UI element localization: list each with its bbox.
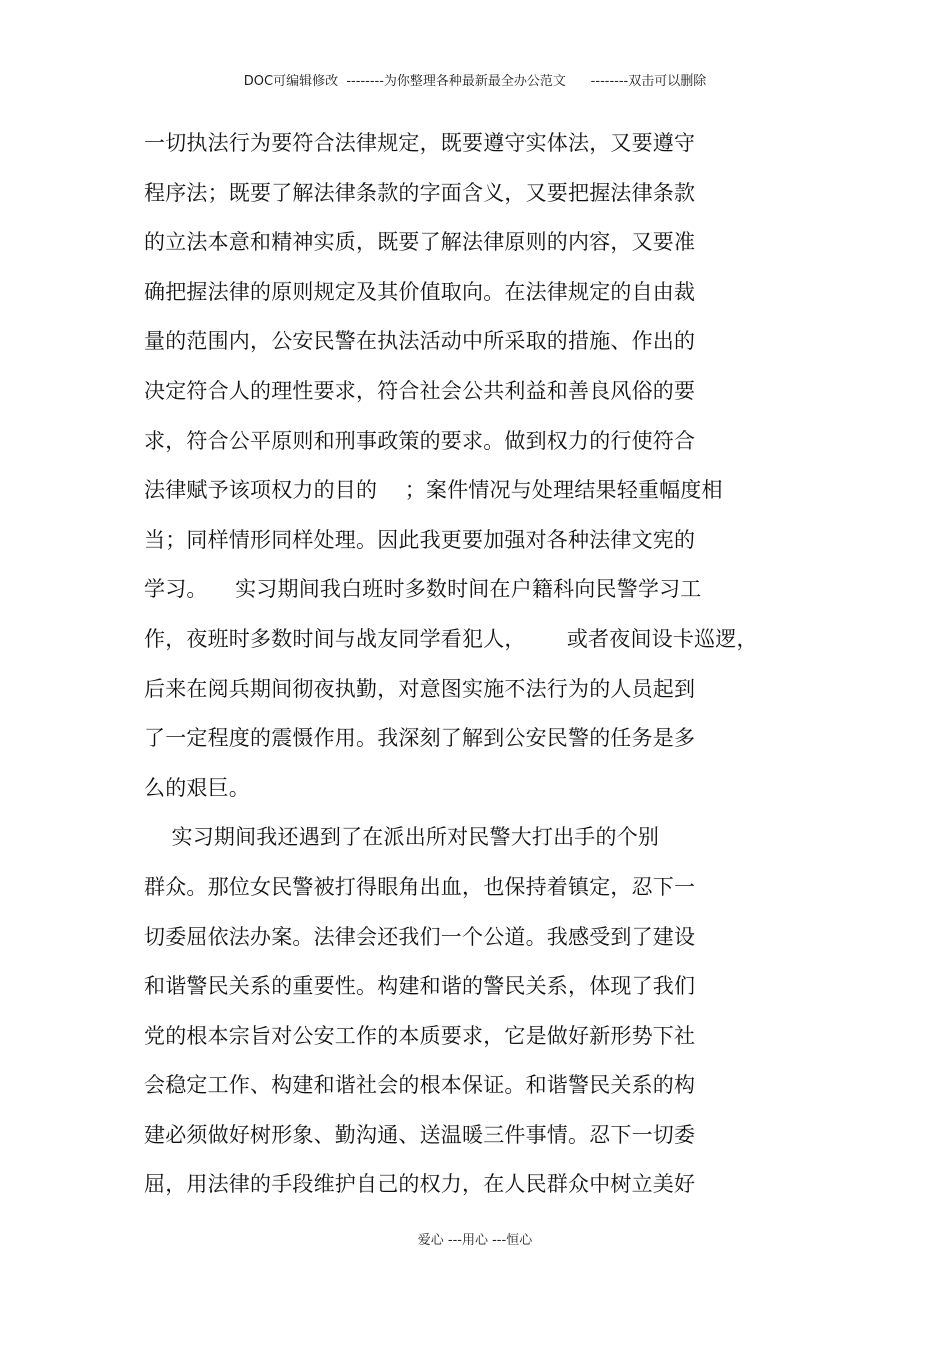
text-line: 了一定程度的震慑作用。我深刻了解到公安民警的任务是多 xyxy=(144,726,696,751)
text-line: 学习。 实习期间我白班时多数时间在户籍科向民警学习工 xyxy=(144,577,702,602)
text-line: 确把握法律的原则规定及其价值取向。在法律规定的自由裁 xyxy=(144,279,696,304)
page-footer: 爱心 ---用心 ---恒心 xyxy=(417,1233,533,1248)
text-line: 求，符合公平原则和刑事政策的要求。做到权力的行使符合 xyxy=(144,428,696,453)
page-header: DOC可编辑修改 --------为你整理各种最新最全办公范文 --------双击可以删除 xyxy=(243,74,707,89)
document-body xyxy=(144,119,804,1210)
text-line: 后来在阅兵期间彻夜执勤，对意图实施不法行为的人员起到 xyxy=(144,676,696,701)
text-line: 党的根本宗旨对公安工作的本质要求，它是做好新形势下社 xyxy=(144,1023,696,1048)
text-line: 群众。那位女民警被打得眼角出血，也保持着镇定，忍下一 xyxy=(144,874,696,899)
text-line: 当；同样情形同样处理。因此我更要加强对各种法律文宪的 xyxy=(144,527,696,552)
text-line: 建必须做好树形象、勤沟通、送温暖三件事情。忍下一切委 xyxy=(144,1122,696,1147)
text-line: 和谐警民关系的重要性。构建和谐的警民关系，体现了我们 xyxy=(144,974,696,999)
text-line: 程序法；既要了解法律条款的字面含义，又要把握法律条款 xyxy=(144,180,696,205)
text-line: 的立法本意和精神实质，既要了解法律原则的内容，又要准 xyxy=(144,230,696,255)
text-line: 屈，用法律的手段维护自己的权力，在人民群众中树立美好 xyxy=(144,1172,696,1197)
text-line: 么的艰巨。 xyxy=(144,775,250,800)
text-line: 决定符合人的理性要求，符合社会公共利益和善良风俗的要 xyxy=(144,378,696,403)
text-line: 会稳定工作、构建和谐社会的根本保证。和谐警民关系的构 xyxy=(144,1073,696,1098)
text-line: 量的范围内，公安民警在执法活动中所采取的措施、作出的 xyxy=(144,329,696,354)
text-line: 法律赋予该项权力的目的 ；案件情况与处理结果轻重幅度相 xyxy=(144,478,723,503)
text-line: 切委屈依法办案。法律会还我们一个公道。我感受到了建设 xyxy=(144,924,696,949)
text-line: 一切执法行为要符合法律规定，既要遵守实体法，又要遵守 xyxy=(144,131,696,155)
paragraph-start-line: 实习期间我还遇到了在派出所对民警大打出手的个别 xyxy=(144,825,660,850)
text-line: 作，夜班时多数时间与战友同学看犯人， 或者夜间设卡巡逻， xyxy=(144,626,758,651)
